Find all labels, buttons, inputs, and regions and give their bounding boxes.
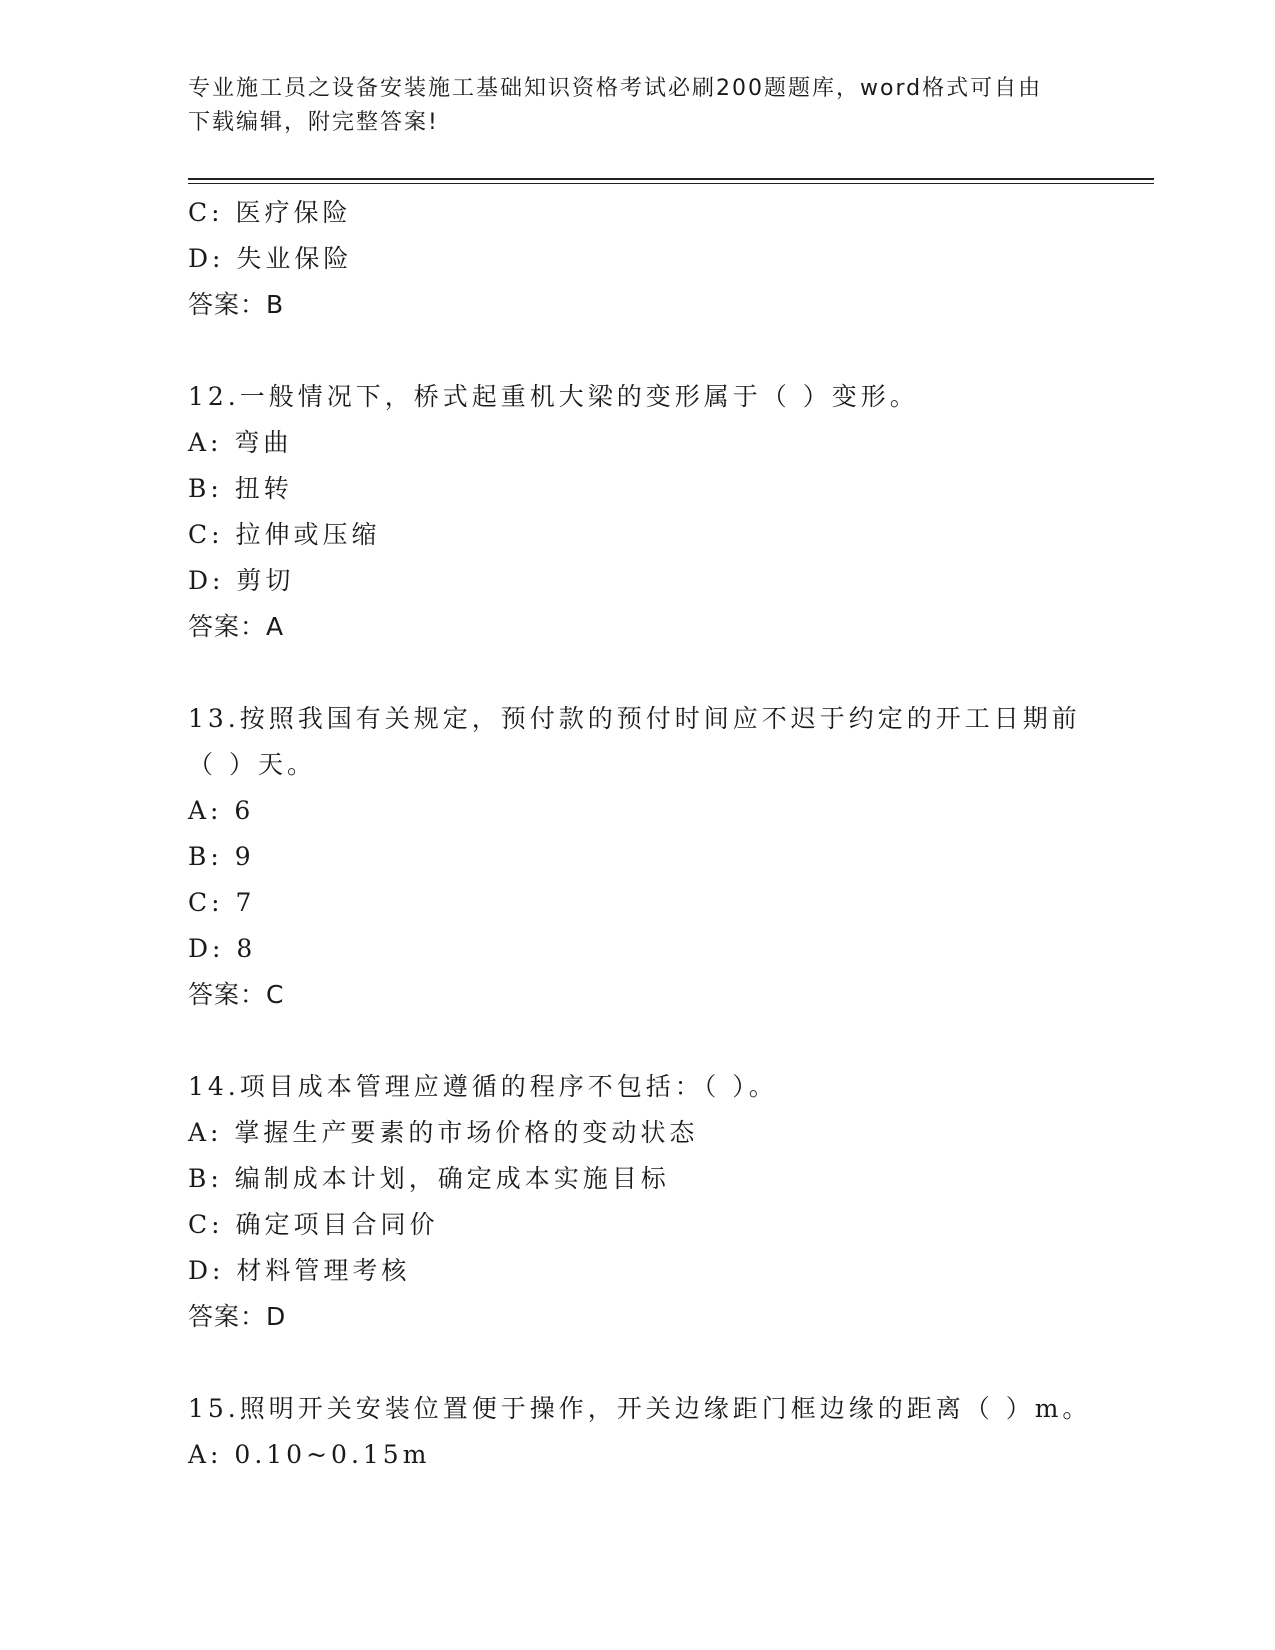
answer-text: 答案：B	[188, 290, 285, 319]
spacer	[188, 1018, 1088, 1064]
option-b: B: 编制成本计划，确定成本实施目标	[188, 1164, 670, 1193]
question-list	[188, 190, 1092, 1478]
option-d: D: 失业保险	[188, 244, 353, 273]
option-c: C: 医疗保险	[188, 198, 352, 227]
question-block-14	[188, 1064, 1088, 1340]
option-d: D: 8	[188, 934, 257, 963]
option-b: B: 9	[188, 842, 255, 871]
spacer	[188, 1340, 1088, 1386]
question-text: 15.照明开关安装位置便于操作，开关边缘距门框边缘的距离（ ）m。	[188, 1394, 1092, 1423]
spacer	[188, 650, 1088, 696]
question-text-line-2: （ ）天。	[188, 750, 316, 779]
option-c: C: 拉伸或压缩	[188, 520, 381, 549]
option-a: A: 6	[188, 796, 255, 825]
option-d: D: 材料管理考核	[188, 1256, 411, 1285]
question-block-11	[188, 190, 1088, 328]
option-a: A: 掌握生产要素的市场价格的变动状态	[188, 1118, 699, 1147]
option-a: A: 弯曲	[188, 428, 293, 457]
question-text: 12.一般情况下，桥式起重机大梁的变形属于（ ）变形。	[188, 382, 919, 411]
header-divider-thick	[188, 178, 1154, 180]
question-block-12	[188, 374, 1088, 650]
header-title-line-1: 专业施工员之设备安装施工基础知识资格考试必刷200题题库，word格式可自由	[188, 76, 1043, 101]
document-header	[188, 72, 1068, 140]
option-c: C: 确定项目合同价	[188, 1210, 439, 1239]
question-text: 14.项目成本管理应遵循的程序不包括：（ ）。	[188, 1072, 778, 1101]
option-d: D: 剪切	[188, 566, 295, 595]
answer-text: 答案：A	[188, 612, 285, 641]
option-a: A: 0.10~0.15m	[188, 1440, 431, 1469]
answer-text: 答案：C	[188, 980, 285, 1009]
question-block-15	[188, 1386, 1092, 1478]
spacer	[188, 328, 1088, 374]
option-c: C: 7	[188, 888, 256, 917]
question-text-line-1: 13.按照我国有关规定，预付款的预付时间应不迟于约定的开工日期前	[188, 704, 1081, 733]
question-block-13	[188, 696, 1088, 1018]
header-divider-thin	[188, 183, 1154, 184]
answer-text: 答案：D	[188, 1302, 287, 1331]
option-b: B: 扭转	[188, 474, 293, 503]
header-title-line-2: 下载编辑，附完整答案!	[188, 110, 439, 135]
